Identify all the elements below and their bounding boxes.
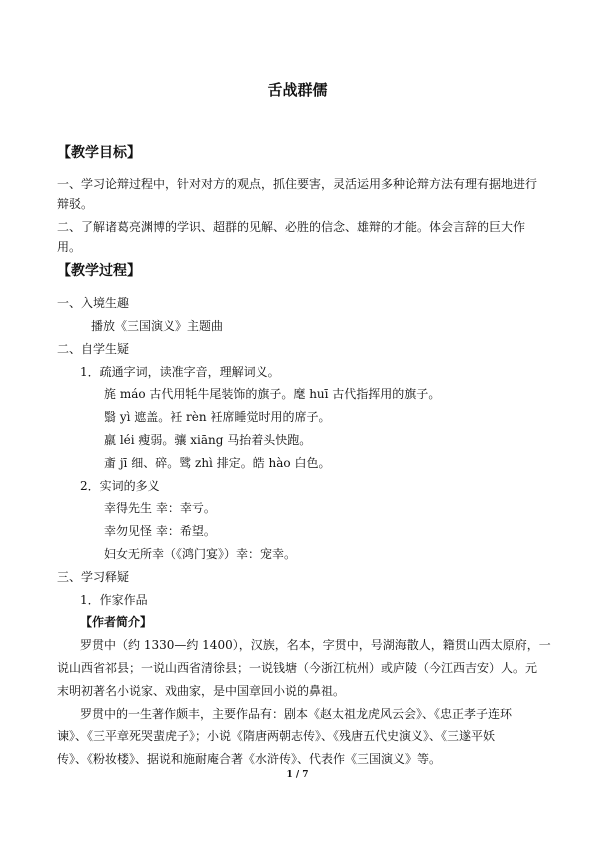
vocab-line-2: 翳 yì 遮盖。衽 rèn 衽席睡觉时用的席子。 (104, 410, 331, 424)
author-heading: 【作者简介】 (80, 615, 153, 629)
author-paragraph-2-line-3: 传》、《粉妆楼》、据说和施耐庵合著《水浒传》、代表作《三国演义》等。 (57, 752, 442, 766)
vocab-line-3: 羸 léi 瘦弱。骧 xiāng 马抬着头快跑。 (104, 433, 312, 447)
page-title: 舌战群儒 (267, 81, 328, 99)
meaning-line-2: 幸勿见怪 幸：希望。 (104, 524, 216, 538)
meaning-line-1: 幸得先生 幸：幸亏。 (104, 501, 216, 515)
author-paragraph-1-line-3: 末明初著名小说家、戏曲家，是中国章回小说的鼻祖。 (57, 684, 346, 698)
process-step-2-item-1: 1．疏通字词，读准字音，理解词义。 (80, 365, 280, 379)
process-step-3: 三、学习释疑 (57, 570, 130, 584)
author-paragraph-1-line-1: 罗贯中（约 1330—约 1400），汉族，名本，字贯中，号湖海散人，籍贯山西太原府，一 (80, 638, 551, 652)
process-step-3-item-1: 1．作家作品 (80, 593, 148, 607)
vocab-line-1: 旄 máo 古代用牦牛尾装饰的旗子。麾 huī 古代指挥用的旗子。 (104, 387, 441, 401)
process-step-1: 一、入境生趣 (57, 296, 130, 310)
goals-heading: 【教学目标】 (57, 145, 141, 161)
goal-1-line-1: 一、学习论辩过程中，针对对方的观点，抓住要害，灵活运用多种论辩方法有理有据地进行 (57, 177, 538, 191)
goal-2-line-2: 用。 (57, 240, 82, 254)
goal-2-line-1: 二、了解诸葛亮渊博的学识、超群的见解、必胜的信念、雄辩的才能。体会言辞的巨大作 (57, 220, 526, 234)
meaning-line-3: 妇女无所幸（《鸿门宴》）幸：宠幸。 (104, 547, 297, 561)
author-paragraph-2-line-2: 谏》、《三平章死哭蜚虎子》；小说《隋唐两朝志传》、《残唐五代史演义》、《三遂平妖 (57, 729, 496, 743)
goal-1-line-2: 辩驳。 (57, 197, 94, 211)
author-paragraph-1-line-2: 说山西省祁县；一说山西省清徐县；一说钱塘（今浙江杭州）或庐陵（今江西吉安）人。元 (57, 661, 538, 675)
process-step-2: 二、自学生疑 (57, 342, 130, 356)
process-heading: 【教学过程】 (57, 263, 141, 279)
process-step-1-item: 播放《三国演义》主题曲 (91, 319, 224, 333)
author-paragraph-2-line-1: 罗贯中的一生著作颇丰，主要作品有：剧本《赵太祖龙虎风云会》、《忠正孝子连环 (80, 707, 513, 721)
vocab-line-4: 齑 jī 细、碎。骘 zhì 排定。皓 hào 白色。 (104, 456, 331, 470)
page-number: 1 / 7 (286, 770, 309, 780)
process-step-2-item-2: 2．实词的多义 (80, 479, 160, 493)
